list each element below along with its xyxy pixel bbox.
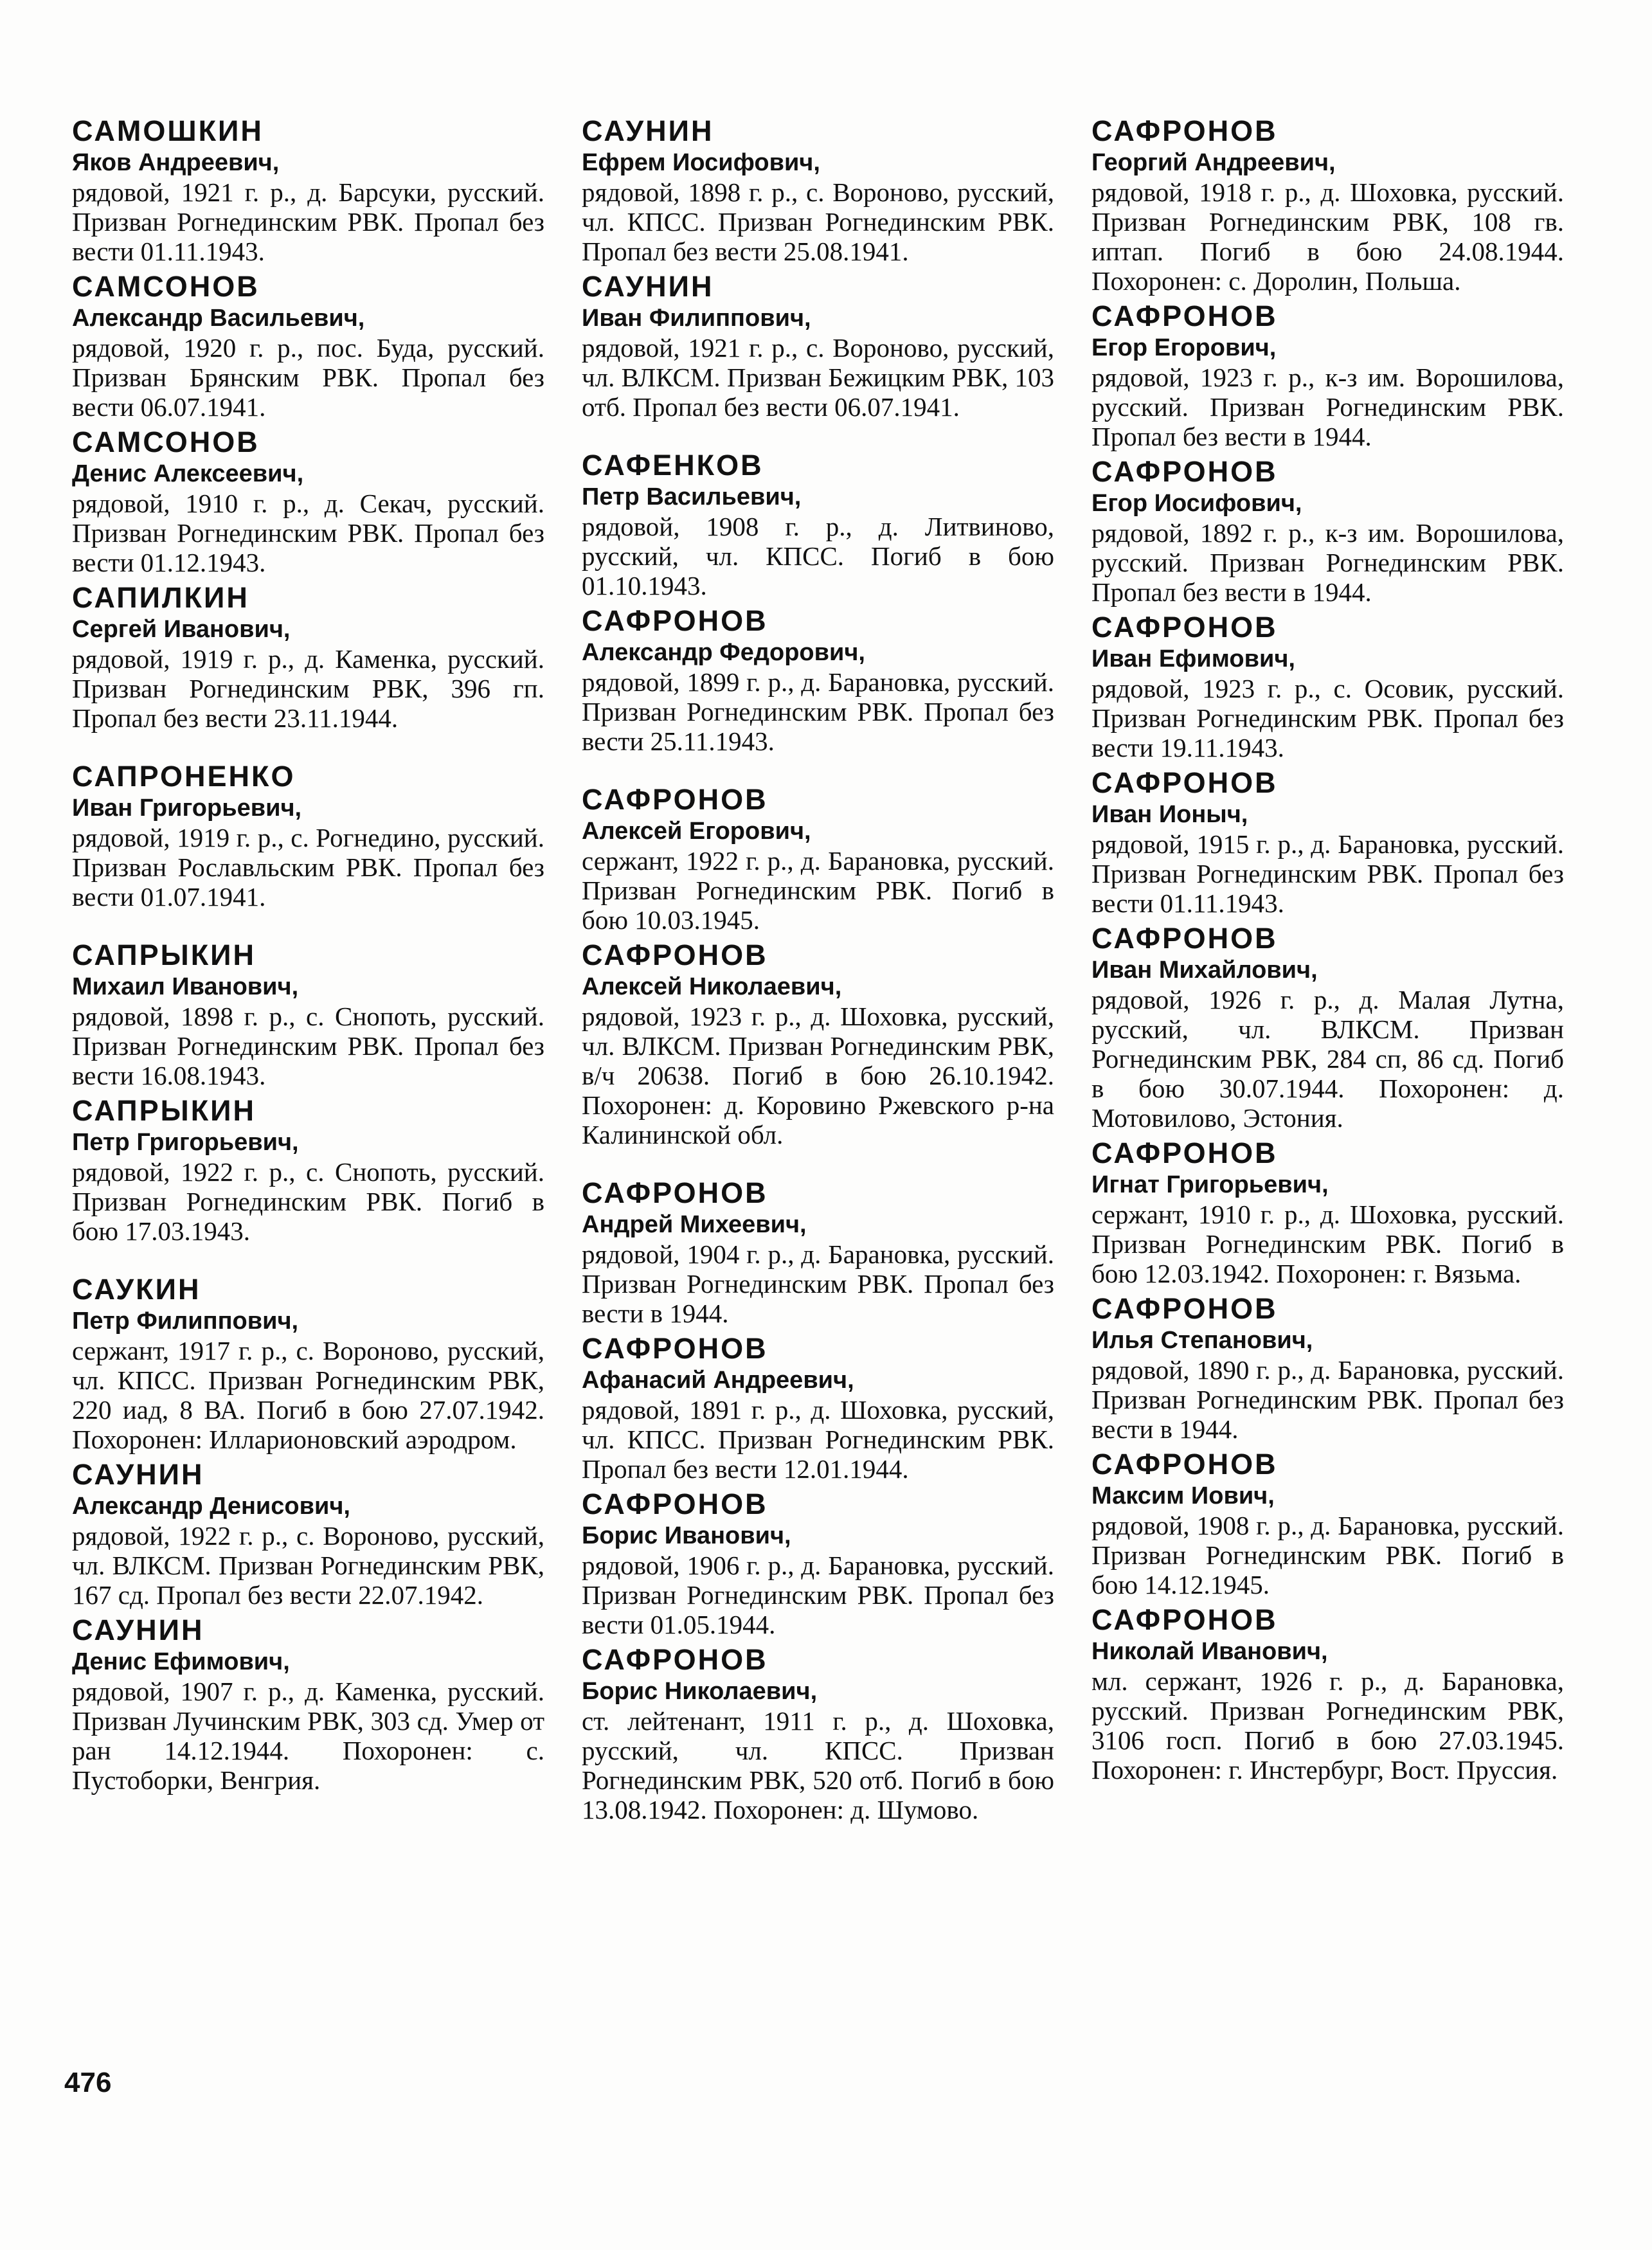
entry-given-name: Петр Филиппович, <box>72 1308 299 1335</box>
entry-biography: рядовой, 1926 г. р., д. Малая Лутна, русский, чл. ВЛКСМ. Призван Рогнединским РВК, 284 сп, 86 сд. Погиб в бою 30.07.1944. Похоронен: д. Мотовилово, Эстония. <box>1091 985 1564 1133</box>
entry-given-name: Ефрем Иосифович, <box>582 149 820 176</box>
entry-biography: рядовой, 1908 г. р., д. Барановка, русский. Призван Рогнединским РВК. Погиб в бою 14.12.1945. <box>1091 1511 1564 1599</box>
entry <box>1091 922 1564 1133</box>
entry-given-name: Денис Алексеевич, <box>72 460 304 487</box>
entry-surname: САФРОНОВ <box>582 1176 768 1209</box>
entry-biography: рядовой, 1919 г. р., с. Рогнедино, русский. Призван Рославльским РВК. Пропал без вести 01.07.1941. <box>72 823 544 912</box>
entry <box>582 783 1054 935</box>
entry-biography: сержант, 1910 г. р., д. Шоховка, русский. Призван Рогнединским РВК. Погиб в бою 12.03.1942. Похоронен: г. Вязьма. <box>1091 1200 1564 1288</box>
entry-given-name: Николай Иванович, <box>1091 1638 1328 1665</box>
entry-given-name: Андрей Михеевич, <box>582 1211 807 1238</box>
entry <box>1091 1137 1564 1288</box>
entry-given-name: Борис Иванович, <box>582 1522 791 1549</box>
entry-biography: рядовой, 1891 г. р., д. Шоховка, русский, чл. КПСС. Призван Рогнединским РВК. Пропал без вести 12.01.1944. <box>582 1395 1054 1484</box>
entry-biography: рядовой, 1898 г. р., с. Вороново, русский, чл. КПСС. Призван Рогнединским РВК. Пропал без вести 25.08.1941. <box>582 177 1054 266</box>
entry-given-name: Иван Ефимович, <box>1091 645 1295 672</box>
entry-surname: САПРЫКИН <box>72 1094 256 1127</box>
entry-given-name: Игнат Григорьевич, <box>1091 1171 1329 1198</box>
column-left <box>72 114 544 1799</box>
entry-surname: САФРОНОВ <box>1091 1137 1278 1169</box>
entry-biography: рядовой, 1923 г. р., к-з им. Ворошилова, русский. Призван Рогнединским РВК. Пропал без вести в 1944. <box>1091 363 1564 451</box>
entry <box>1091 1292 1564 1444</box>
entry-biography: рядовой, 1907 г. р., д. Каменка, русский. Призван Лучинским РВК, 303 сд. Умер от ран 14.12.1944. Похоронен: с. Пустоборки, Венгрия. <box>72 1677 544 1795</box>
entry-given-name: Денис Ефимович, <box>72 1648 290 1675</box>
entry-surname: САФРОНОВ <box>582 1488 768 1520</box>
entry-biography: мл. сержант, 1926 г. р., д. Барановка, русский. Призван Рогнединским РВК, 3106 госп. Погиб в бою 27.03.1945. Похоронен: г. Инстербург, Вост. Пруссия. <box>1091 1666 1564 1785</box>
entry-given-name: Афанасий Андреевич, <box>582 1367 854 1394</box>
entry-given-name: Егор Егорович, <box>1091 334 1277 361</box>
entry-biography: рядовой, 1921 г. р., с. Вороново, русский, чл. ВЛКСМ. Призван Бежицким РВК, 103 отб. Пропал без вести 06.07.1941. <box>582 333 1054 422</box>
entry <box>72 760 544 912</box>
entry-surname: САУКИН <box>72 1273 201 1306</box>
entry-given-name: Алексей Николаевич, <box>582 973 842 1000</box>
entry-surname: САФРОНОВ <box>1091 611 1278 644</box>
entry-biography: ст. лейтенант, 1911 г. р., д. Шоховка, русский, чл. КПСС. Призван Рогнединским РВК, 520 отб. Погиб в бою 13.08.1942. Похоронен: д. Шумово. <box>582 1706 1054 1824</box>
entry-surname: САФРОНОВ <box>1091 1292 1278 1325</box>
entry-biography: рядовой, 1892 г. р., к-з им. Ворошилова, русский. Призван Рогнединским РВК. Пропал без вести в 1944. <box>1091 518 1564 607</box>
entry-surname: САУНИН <box>582 270 714 303</box>
entry-biography: рядовой, 1910 г. р., д. Секач, русский. Призван Рогнединским РВК. Пропал без вести 01.12.1943. <box>72 489 544 577</box>
entry <box>582 1643 1054 1824</box>
entry-given-name: Иван Григорьевич, <box>72 795 302 822</box>
entry <box>582 604 1054 756</box>
column-middle <box>582 114 1054 1828</box>
entry <box>1091 114 1564 296</box>
entry-surname: САПИЛКИН <box>72 581 249 614</box>
entry-given-name: Петр Васильевич, <box>582 483 802 510</box>
entry <box>72 1458 544 1610</box>
page-number: 476 <box>64 2067 112 2098</box>
entry <box>72 939 544 1090</box>
entry-surname: САФРОНОВ <box>1091 766 1278 799</box>
entry-biography: рядовой, 1904 г. р., д. Барановка, русский. Призван Рогнединским РВК. Пропал без вести в 1944. <box>582 1239 1054 1328</box>
entry <box>1091 766 1564 918</box>
entry <box>1091 1603 1564 1785</box>
entry-surname: САФРОНОВ <box>582 604 768 637</box>
entry-surname: САМСОНОВ <box>72 426 260 458</box>
entry-biography: сержант, 1917 г. р., с. Вороново, русский, чл. КПСС. Призван Рогнединским РВК, 220 иад, 8 ВА. Погиб в бою 27.07.1942. Похоронен: Илларионовский аэродром. <box>72 1336 544 1454</box>
entry-given-name: Петр Григорьевич, <box>72 1129 299 1156</box>
entry-given-name: Илья Степанович, <box>1091 1327 1313 1354</box>
entry <box>582 1332 1054 1484</box>
entry-biography: рядовой, 1919 г. р., д. Каменка, русский. Призван Рогнединским РВК, 396 гп. Пропал без вести 23.11.1944. <box>72 644 544 733</box>
entry-surname: САУНИН <box>72 1458 204 1491</box>
entry-biography: рядовой, 1922 г. р., с. Снопоть, русский. Призван Рогнединским РВК. Погиб в бою 17.03.1943. <box>72 1157 544 1246</box>
entry-surname: САФЕНКОВ <box>582 449 764 482</box>
entry-given-name: Максим Иович, <box>1091 1482 1275 1509</box>
entry-biography: рядовой, 1923 г. р., с. Осовик, русский. Призван Рогнединским РВК. Пропал без вести 19.11.1943. <box>1091 674 1564 762</box>
entry-surname: САФРОНОВ <box>1091 922 1278 955</box>
entry-surname: САФРОНОВ <box>582 1643 768 1676</box>
entry-biography: рядовой, 1920 г. р., пос. Буда, русский. Призван Брянским РВК. Пропал без вести 06.07.1941. <box>72 333 544 422</box>
entry <box>72 114 544 266</box>
entry <box>72 1273 544 1454</box>
entry-surname: САМОШКИН <box>72 114 264 147</box>
entry-surname: САФРОНОВ <box>1091 1603 1278 1636</box>
entry <box>72 581 544 733</box>
entry <box>582 449 1054 600</box>
entry-biography: рядовой, 1890 г. р., д. Барановка, русский. Призван Рогнединским РВК. Пропал без вести в 1944. <box>1091 1355 1564 1444</box>
entry <box>582 1176 1054 1328</box>
entry <box>1091 611 1564 762</box>
entry-given-name: Иван Филиппович, <box>582 305 811 332</box>
entry <box>72 270 544 422</box>
entry-surname: САПРОНЕНКО <box>72 760 296 793</box>
entry-given-name: Александр Денисович, <box>72 1493 350 1520</box>
entry-biography: рядовой, 1921 г. р., д. Барсуки, русский. Призван Рогнединским РВК. Пропал без вести 01.11.1943. <box>72 177 544 266</box>
entry-given-name: Борис Николаевич, <box>582 1678 818 1705</box>
entry-surname: САПРЫКИН <box>72 939 256 971</box>
entry-given-name: Сергей Иванович, <box>72 616 291 643</box>
entry-surname: САМСОНОВ <box>72 270 260 303</box>
entry-biography: рядовой, 1899 г. р., д. Барановка, русский. Призван Рогнединским РВК. Пропал без вести 25.11.1943. <box>582 667 1054 756</box>
entry-biography: рядовой, 1918 г. р., д. Шоховка, русский. Призван Рогнединским РВК, 108 гв. иптап. Погиб в бою 24.08.1944. Похоронен: с. Доролин, Польша. <box>1091 177 1564 296</box>
entry-surname: САФРОНОВ <box>1091 300 1278 332</box>
entry-surname: САУНИН <box>72 1614 204 1646</box>
entry-biography: рядовой, 1922 г. р., с. Вороново, русский, чл. ВЛКСМ. Призван Рогнединским РВК, 167 сд. Пропал без вести 22.07.1942. <box>72 1521 544 1610</box>
entry <box>1091 1448 1564 1599</box>
entry-biography: рядовой, 1915 г. р., д. Барановка, русский. Призван Рогнединским РВК. Пропал без вести 01.11.1943. <box>1091 829 1564 918</box>
entry <box>72 1094 544 1246</box>
entry-given-name: Иван Михайлович, <box>1091 957 1318 984</box>
entry-biography: рядовой, 1923 г. р., д. Шоховка, русский, чл. ВЛКСМ. Призван Рогнединским РВК, в/ч 20638. Погиб в бою 26.10.1942. Похоронен: д. Коровино Ржевского р-на Калининской обл. <box>582 1002 1054 1149</box>
entry <box>582 114 1054 266</box>
entry <box>582 939 1054 1149</box>
entry <box>582 1488 1054 1639</box>
entry-surname: САФРОНОВ <box>1091 114 1278 147</box>
entry-biography: рядовой, 1898 г. р., с. Снопоть, русский. Призван Рогнединским РВК. Пропал без вести 16.08.1943. <box>72 1002 544 1090</box>
entry-biography: рядовой, 1906 г. р., д. Барановка, русский. Призван Рогнединским РВК. Пропал без вести 01.05.1944. <box>582 1551 1054 1639</box>
entry-surname: САФРОНОВ <box>1091 455 1278 488</box>
entry-biography: рядовой, 1908 г. р., д. Литвиново, русский, чл. КПСС. Погиб в бою 01.10.1943. <box>582 512 1054 600</box>
entry-given-name: Яков Андреевич, <box>72 149 280 176</box>
entry <box>582 270 1054 422</box>
entry-given-name: Александр Васильевич, <box>72 305 365 332</box>
column-right <box>1091 114 1564 1788</box>
entry-given-name: Алексей Егорович, <box>582 818 811 845</box>
entry-surname: САФРОНОВ <box>582 783 768 816</box>
entry-given-name: Иван Ионыч, <box>1091 801 1248 828</box>
entry <box>72 426 544 577</box>
entry-given-name: Михаил Иванович, <box>72 973 299 1000</box>
entry-given-name: Георгий Андреевич, <box>1091 149 1336 176</box>
entry-biography: сержант, 1922 г. р., д. Барановка, русский. Призван Рогнединским РВК. Погиб в бою 10.03.1945. <box>582 846 1054 935</box>
entry-surname: САУНИН <box>582 114 714 147</box>
entry <box>72 1614 544 1795</box>
entry <box>1091 455 1564 607</box>
entry-surname: САФРОНОВ <box>582 939 768 971</box>
entry-surname: САФРОНОВ <box>1091 1448 1278 1480</box>
entry-given-name: Егор Иосифович, <box>1091 490 1302 517</box>
entry-surname: САФРОНОВ <box>582 1332 768 1365</box>
entry <box>1091 300 1564 451</box>
entry-given-name: Александр Федорович, <box>582 639 865 666</box>
